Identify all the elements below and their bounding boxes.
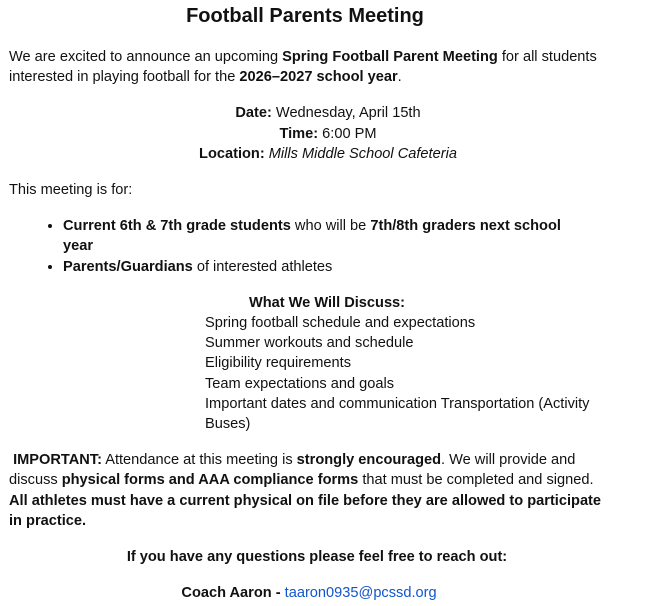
audience-heading: This meeting is for: — [9, 182, 133, 199]
contact-name: Coach Aaron - — [181, 585, 285, 602]
intro-text-2: for all students interested in playing football for the — [9, 49, 597, 86]
questions-line: If you have any questions please feel free to reach out: — [126, 549, 508, 566]
important-bold-encouraged: strongly encouraged — [296, 452, 442, 469]
important-paragraph — [9, 450, 609, 531]
time-value: 6:00 PM — [318, 125, 377, 142]
audience-parents-text: of interested athletes — [192, 258, 333, 275]
important-text-2: . We will provide and discuss — [9, 452, 576, 489]
intro-text-3: . — [397, 69, 402, 86]
list-item: Team expectations and goals — [205, 375, 395, 392]
date-line — [9, 103, 647, 123]
intro-paragraph — [9, 47, 609, 87]
important-label: IMPORTANT: — [13, 452, 102, 469]
important-text-3: that must be completed and signed. — [358, 472, 594, 489]
audience-list — [9, 216, 563, 277]
discuss-list — [201, 313, 601, 434]
contact-email-link[interactable]: taaron0935@pcssd.org — [284, 585, 437, 602]
audience-students-bold: Current 6th & 7th grade students — [63, 218, 291, 235]
important-bold-physical: All athletes must have a current physical on file before they are allowed to participate in practice. — [9, 492, 602, 529]
list-item — [63, 216, 563, 256]
list-item: Summer workouts and schedule — [205, 335, 414, 352]
page-title: Football Parents Meeting — [186, 5, 424, 27]
audience-students-text: who will be — [290, 218, 371, 235]
location-label: Location: — [199, 145, 265, 162]
discuss-heading: What We Will Discuss: — [248, 294, 406, 311]
intro-text-1: We are excited to announce an upcoming — [9, 49, 283, 65]
meeting-details — [9, 103, 647, 164]
time-line — [9, 124, 647, 144]
document — [9, 0, 609, 603]
intro-bold-meeting: Spring Football Parent Meeting — [282, 49, 498, 65]
location-value: Mills Middle School Cafeteria — [268, 145, 457, 162]
list-item: Spring football schedule and expectations — [205, 315, 476, 332]
date-value: Wednesday, April 15th — [271, 105, 421, 122]
intro-bold-year: 2026–2027 school year — [239, 69, 398, 86]
audience-parents-bold: Parents/Guardians — [63, 258, 193, 275]
location-line — [9, 144, 647, 164]
audience-grades-bold: 7th/8th graders next school year — [63, 218, 561, 255]
contact-line — [9, 583, 609, 603]
list-item: Eligibility requirements — [205, 355, 351, 372]
important-text-1: Attendance at this meeting is — [101, 452, 297, 469]
time-label: Time: — [279, 125, 319, 142]
list-item: Important dates and communication Transportation (Activity Buses) — [205, 395, 590, 433]
important-bold-forms: physical forms and AAA compliance forms — [61, 472, 359, 489]
list-item — [63, 257, 563, 277]
date-label: Date: — [235, 105, 272, 122]
